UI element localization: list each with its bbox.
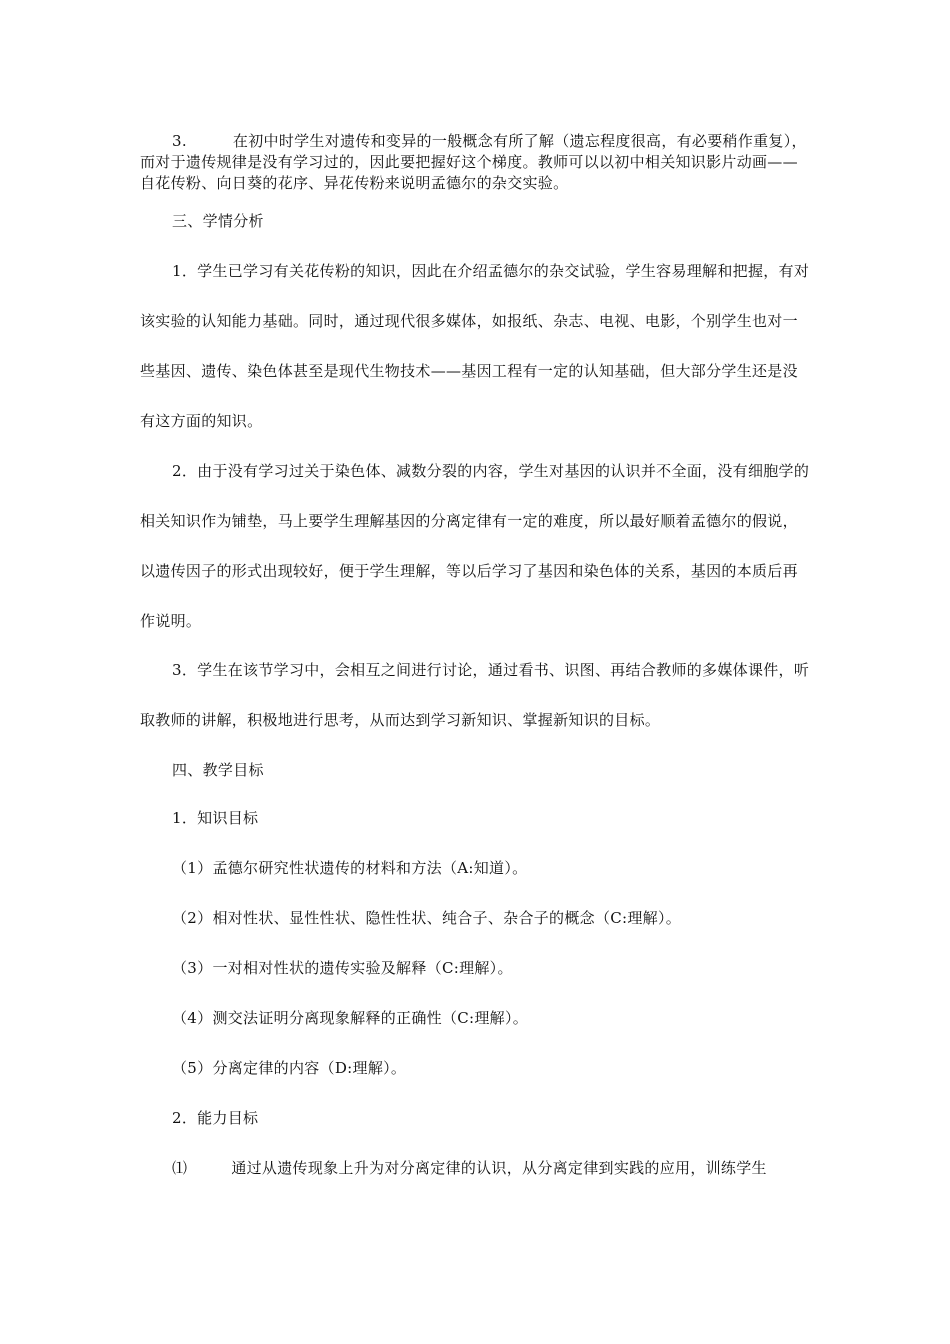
ability-item <box>172 1158 767 1178</box>
ability-item-number: ⑴ <box>172 1159 188 1177</box>
knowledge-item: （1）孟德尔研究性状遗传的材料和方法（A:知道）。 <box>172 859 528 877</box>
intro-number: 3. <box>172 132 187 150</box>
section-heading-learning-analysis: 三、学情分析 <box>172 212 264 230</box>
learning-analysis-paragraph-2: 2．由于没有学习过关于染色体、减数分裂的内容，学生对基因的认识并不全面，没有细胞学的相关知识作为铺垫，马上要学生理解基因的分离定律有一定的难度，所以最好顺着孟德尔的假说，以遗传因子的形式出现较好，便于学生理解，等以后学习了基因和染色体的关系，基因的本质后再作说明。 <box>140 462 810 630</box>
learning-analysis-paragraph-3: 3．学生在该节学习中，会相互之间进行讨论，通过看书、识图、再结合教师的多媒体课件，听取教师的讲解，积极地进行思考，从而达到学习新知识、掌握新知识的目标。 <box>140 661 810 729</box>
ability-item-text: 通过从遗传现象上升为对分离定律的认识，从分离定律到实践的应用，训练学生 <box>231 1159 767 1177</box>
intro-paragraph <box>140 131 812 194</box>
knowledge-item: （3）一对相对性状的遗传实验及解释（C:理解）。 <box>172 959 513 977</box>
intro-text: 在初中时学生对遗传和变异的一般概念有所了解（遗忘程度很高，有必要稍作重复），而对于遗传规律是没有学习过的，因此要把握好这个梯度。教师可以以初中相关知识影片动画——自花传粉、向日葵的花序、异花传粉来说明孟德尔的杂交实验。 <box>140 132 807 192</box>
section-heading-teaching-goals: 四、教学目标 <box>172 761 264 779</box>
knowledge-item: （5）分离定律的内容（D:理解）。 <box>172 1059 407 1077</box>
knowledge-goals-heading: 1．知识目标 <box>172 809 259 827</box>
knowledge-item: （2）相对性状、显性性状、隐性性状、纯合子、杂合子的概念（C:理解）。 <box>172 909 682 927</box>
learning-analysis-paragraph-1: 1．学生已学习有关花传粉的知识，因此在介绍孟德尔的杂交试验，学生容易理解和把握，有对该实验的认知能力基础。同时，通过现代很多媒体，如报纸、杂志、电视、电影，个别学生也对一些基因、遗传、染色体甚至是现代生物技术——基因工程有一定的认知基础，但大部分学生还是没有这方面的知识。 <box>140 262 810 430</box>
knowledge-item: （4）测交法证明分离现象解释的正确性（C:理解）。 <box>172 1009 529 1027</box>
ability-goals-heading: 2．能力目标 <box>172 1109 259 1127</box>
